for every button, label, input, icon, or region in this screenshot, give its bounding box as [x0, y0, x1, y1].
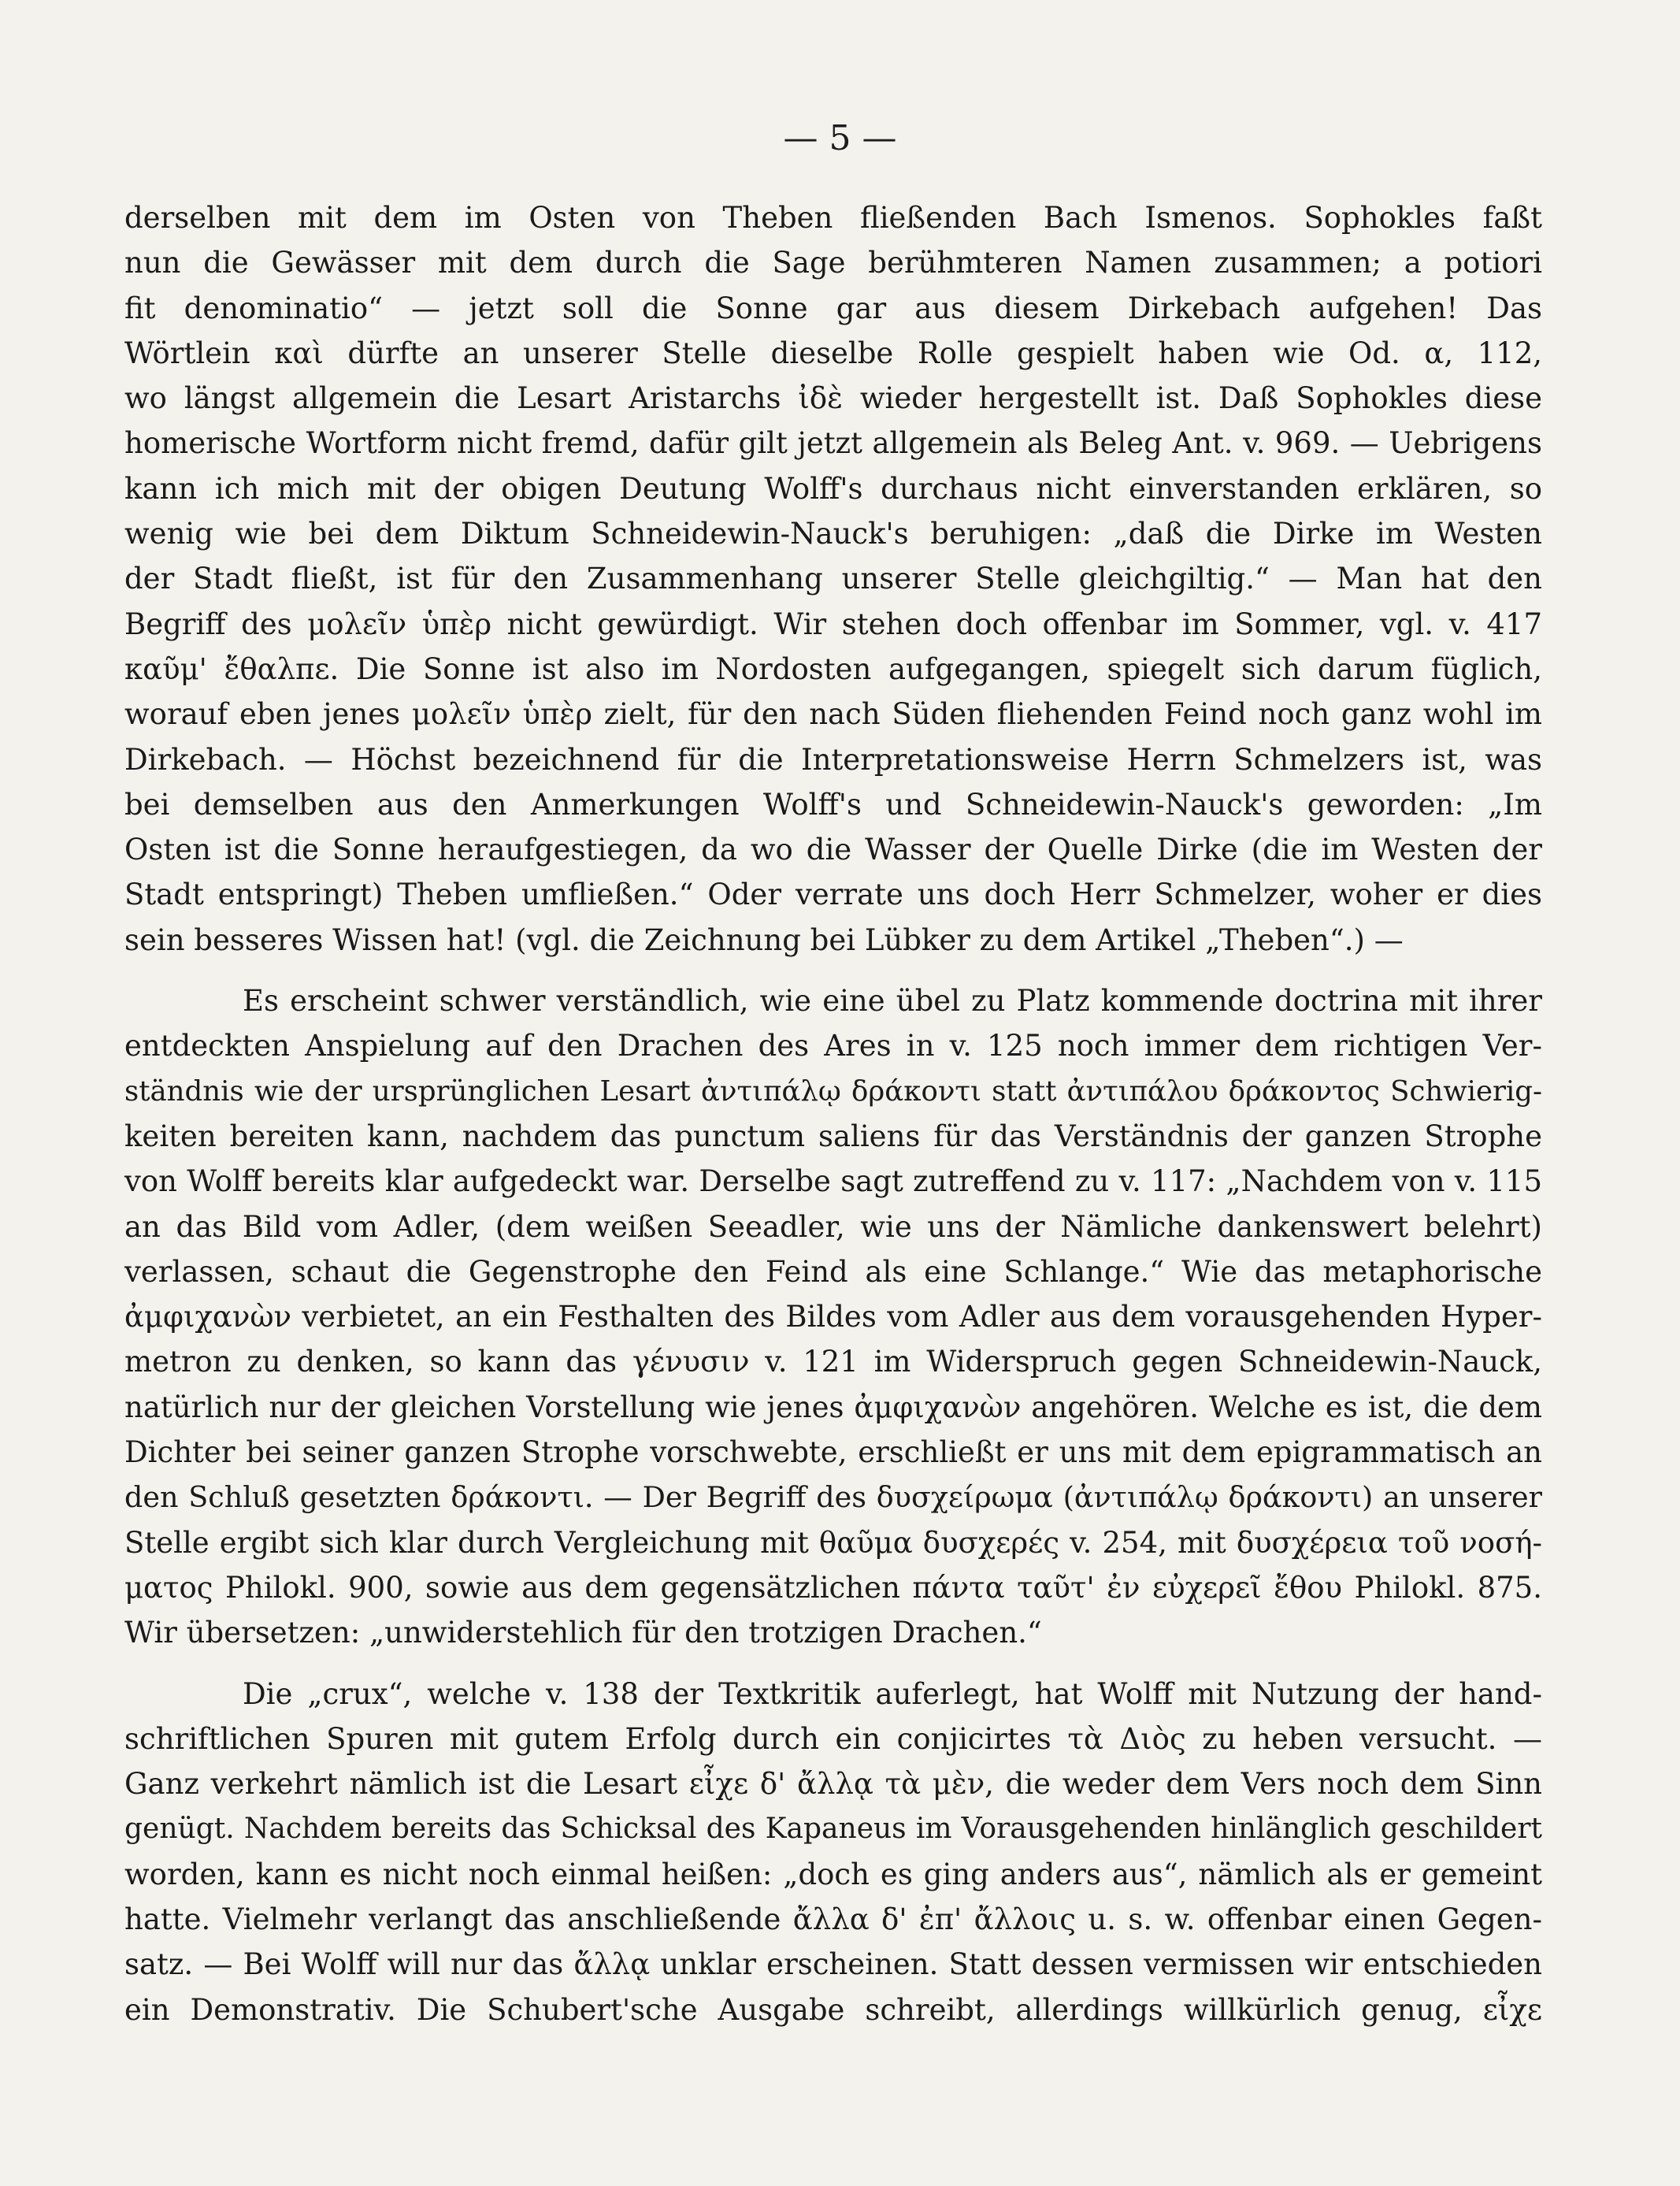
- text-line: Es erscheint schwer verständlich, wie eine übel zu Platz kommende doctrina mit ihrer: [243, 984, 1542, 1019]
- text-line: natürlich nur der gleichen Vorstellung wie jenes ἀμφιχανὼν angehören. Welche es ist, die dem: [124, 1390, 1542, 1424]
- text-line: entdeckten Anspielung auf den Drachen des Ares in v. 125 noch immer dem richtigen Ver-: [124, 1029, 1542, 1063]
- text-line: von Wolff bereits klar aufgedeckt war. Derselbe sagt zutreffend zu v. 117: „Nachdem von v. 115: [124, 1164, 1542, 1199]
- text-line: den Schluß gesetzten δράκοντι. — Der Begriff des δυσχείρωμα (ἀντιπάλῳ δράκοντι) an unserer: [124, 1480, 1542, 1515]
- text-line: ἀμφιχανὼν verbietet, an ein Festhalten des Bildes vom Adler aus dem vorausgehenden Hyper-: [124, 1300, 1542, 1334]
- text-line: Dichter bei seiner ganzen Strophe vorschwebte, erschließt er uns mit dem epigrammatisch an: [124, 1435, 1542, 1470]
- text-line: satz. — Bei Wolff will nur das ἄλλᾳ unklar erscheinen. Statt dessen vermissen wir entschieden: [124, 1947, 1542, 1982]
- text-line: fit denominatio“ — jetzt soll die Sonne gar aus diesem Dirkebach aufgehen! Das: [124, 291, 1542, 325]
- text-line: bei demselben aus den Anmerkungen Wolff's und Schneidewin-Nauck's geworden: „Im: [124, 787, 1542, 822]
- text-line: Begriff des μολεῖν ὑπὲρ nicht gewürdigt. Wir stehen doch offenbar im Sommer, vgl. v. 417: [124, 607, 1542, 641]
- text-line: genügt. Nachdem bereits das Schicksal des Kapaneus im Vorausgehenden hinlänglich geschildert: [124, 1813, 1542, 1846]
- text-line: keiten bereiten kann, nachdem das punctum saliens für das Verständnis der ganzen Strophe: [124, 1119, 1542, 1153]
- body-text: [124, 195, 1542, 2032]
- text-line: Dirkebach. — Höchst bezeichnend für die Interpretationsweise Herrn Schmelzers ist, was: [124, 742, 1542, 777]
- text-line: καῦμ' ἔθαλπε. Die Sonne ist also im Nordosten aufgegangen, spiegelt sich darum füglich,: [124, 651, 1542, 686]
- text-line: Stadt entspringt) Theben umfließen.“ Oder verrate uns doch Herr Schmelzer, woher er dies: [124, 878, 1542, 912]
- text-line: Die „crux“, welche v. 138 der Textkritik auferlegt, hat Wolff mit Nutzung der hand-: [243, 1676, 1542, 1711]
- text-line: Osten ist die Sonne heraufgestiegen, da wo die Wasser der Quelle Dirke (die im Westen der: [124, 833, 1542, 867]
- text-line: nun die Gewässer mit dem durch die Sage berühmteren Namen zusammen; a potiori: [124, 246, 1542, 280]
- text-line: Wörtlein καὶ dürfte an unserer Stelle dieselbe Rolle gespielt haben wie Od. α, 112,: [124, 336, 1542, 370]
- text-line: Stelle ergibt sich klar durch Vergleichung mit θαῦμα δυσχερές v. 254, mit δυσχέρεια τοῦ νοσή-: [124, 1525, 1542, 1560]
- paragraph-3: [124, 1672, 1542, 2032]
- text-line: Wir übersetzen: „unwiderstehlich für den trotzigen Drachen.“: [124, 1616, 1042, 1650]
- text-line: schriftlichen Spuren mit gutem Erfolg durch ein conjicirtes τὰ Διὸς zu heben versucht. —: [124, 1721, 1542, 1756]
- paragraph-1: [124, 195, 1542, 963]
- paragraph-gap: [124, 1656, 1542, 1672]
- text-line: Ganz verkehrt nämlich ist die Lesart εἶχε δ' ἄλλᾳ τὰ μὲν, die weder dem Vers noch dem Sinn: [124, 1767, 1542, 1802]
- text-line: verlassen, schaut die Gegenstrophe den Feind als eine Schlange.“ Wie das metaphorische: [124, 1254, 1542, 1289]
- text-line: der Stadt fließt, ist für den Zusammenhang unserer Stelle gleichgiltig.“ — Man hat den: [124, 562, 1542, 596]
- text-line: derselben mit dem im Osten von Theben fließenden Bach Ismenos. Sophokles faßt: [124, 201, 1542, 235]
- text-line: sein besseres Wissen hat! (vgl. die Zeichnung bei Lübker zu dem Artikel „Theben“.) —: [124, 922, 1404, 957]
- paragraph-2: [124, 978, 1542, 1655]
- text-line: wo längst allgemein die Lesart Aristarchs ἰδὲ wieder hergestellt ist. Daß Sophokles diese: [124, 381, 1542, 416]
- text-line: an das Bild vom Adler, (dem weißen Seeadler, wie uns der Nämliche dankenswert belehrt): [124, 1209, 1542, 1244]
- text-line: ständnis wie der ursprünglichen Lesart ἀντιπάλῳ δράκοντι statt ἀντιπάλου δράκοντος Schwierig-: [124, 1074, 1542, 1108]
- page-number: — 5 —: [783, 118, 897, 158]
- text-line: ein Demonstrativ. Die Schubert'sche Ausgabe schreibt, allerdings willkürlich genug, εἶχε: [124, 1992, 1542, 2027]
- text-line: worden, kann es nicht noch einmal heißen: „doch es ging anders aus“, nämlich als er gemeint: [124, 1857, 1542, 1891]
- text-line: wenig wie bei dem Diktum Schneidewin-Nauck's beruhigen: „daß die Dirke im Westen: [124, 517, 1542, 551]
- text-line: kann ich mich mit der obigen Deutung Wolff's durchaus nicht einverstanden erklären, so: [124, 471, 1542, 506]
- text-line: metron zu denken, so kann das γένυσιν v. 121 im Widerspruch gegen Schneidewin-Nauck,: [124, 1345, 1542, 1379]
- text-line: hatte. Vielmehr verlangt das anschließende ἄλλα δ' ἐπ' ἄλλοις u. s. w. offenbar einen Gegen-: [124, 1902, 1542, 1936]
- text-line: homerische Wortform nicht fremd, dafür gilt jetzt allgemein als Beleg Ant. v. 969. — Uebrigens: [124, 426, 1542, 461]
- text-line: worauf eben jenes μολεῖν ὑπὲρ zielt, für den nach Süden fliehenden Feind noch ganz wohl im: [124, 697, 1542, 732]
- paragraph-gap: [124, 963, 1542, 978]
- text-line: ματος Philokl. 900, sowie aus dem gegensätzlichen πάντα ταῦτ' ἐν εὐχερεῖ ἔθου Philokl. 875.: [124, 1570, 1542, 1605]
